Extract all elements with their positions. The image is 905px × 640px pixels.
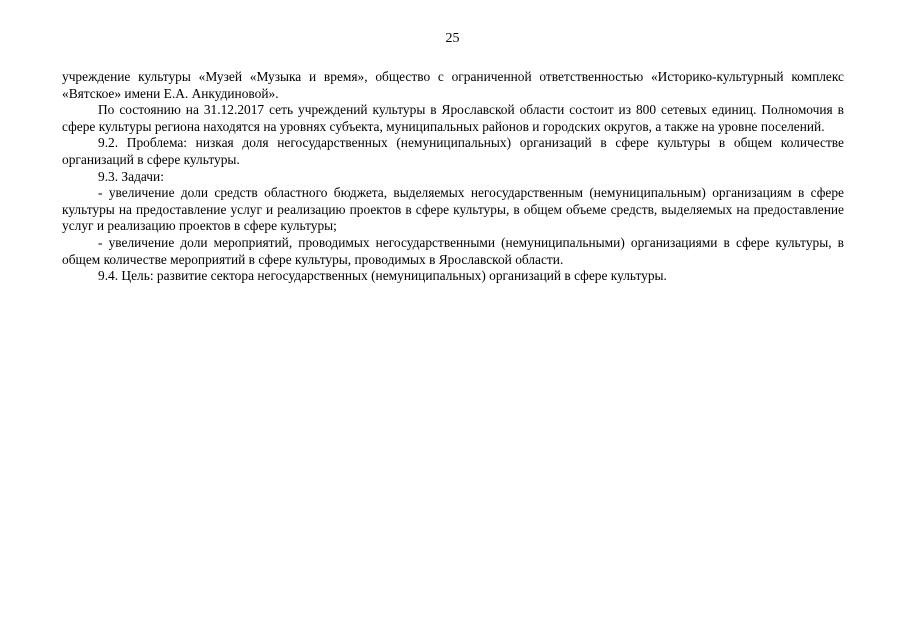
paragraph-network-status: По состоянию на 31.12.2017 сеть учреждений культуры в Ярославской области состоит из 800 сетевых единиц. Полномочия в сфере культуры региона находятся на уровнях субъекта, муниципальных районов и городских округов, а также на уровне поселений.	[62, 102, 844, 134]
paragraph-tasks-heading: 9.3. Задачи:	[98, 168, 164, 184]
paragraph-goal: 9.4. Цель: развитие сектора негосударственных (немуниципальных) организаций в сфере культуры.	[98, 268, 667, 284]
task-item-budget-share: - увеличение доли средств областного бюджета, выделяемых негосударственным (немуниципальным) организациям в сфере культуры на предоставление услуг и реализацию проектов в сфере культуры, в общем объеме средств, выделяемых на предоставление услуг и реализацию проектов в сфере культуры;	[62, 185, 844, 234]
task-item-events-share: - увеличение доли мероприятий, проводимых негосударственными (немуниципальными) организациями в сфере культуры, в общем количестве мероприятий в сфере культуры, проводимых в Ярославской области.	[62, 234, 844, 267]
paragraph-problem: 9.2. Проблема: низкая доля негосударственных (немуниципальных) организаций в сфере культуры в общем количестве организаций в сфере культуры.	[62, 135, 844, 167]
document-body	[62, 69, 844, 285]
paragraph-continuation: учреждение культуры «Музей «Музыка и время», общество с ограниченной ответственностью «Историко-культурный комплекс «Вятское» имени Е.А. Анкудиновой».	[62, 69, 844, 101]
page-number: 25	[445, 31, 460, 46]
